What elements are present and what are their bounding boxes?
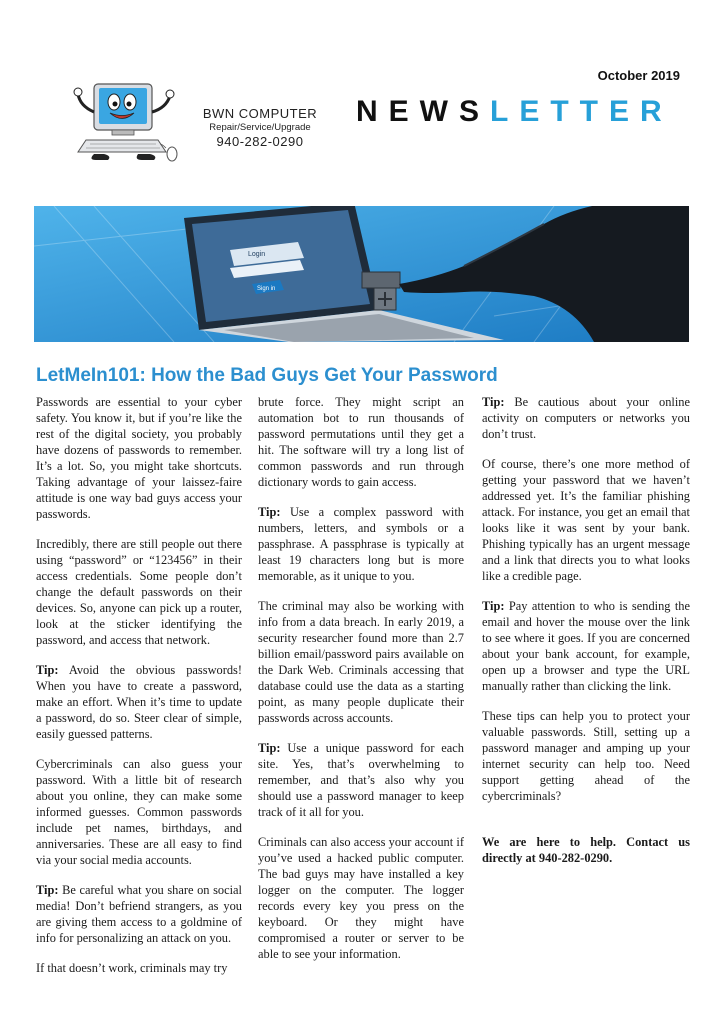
company-tagline: Repair/Service/Upgrade <box>209 122 311 133</box>
company-info <box>190 106 330 149</box>
tip-label: Tip: <box>36 663 59 677</box>
paragraph: Passwords are essential to your cyber safety. You know it, but if you’re like the rest of the digital society, you probably have dozens of passwords to remember. It’s a lot. So, you might take shortcuts. Taking advantage of your laissez-faire attitude is one way bad guys access your passwords. <box>36 395 242 521</box>
tip-text: Be cautious about your online activity on computers or networks you don’t trust. <box>482 395 690 441</box>
title-part-news: NEWS <box>356 95 490 128</box>
tip-paragraph <box>482 598 690 694</box>
article-column-2 <box>258 394 464 976</box>
article-column-3 <box>482 394 690 880</box>
newsletter-title <box>356 95 673 129</box>
paragraph: brute force. They might script an automation bot to run thousands of password permutations until they get a hit. The software will try a long list of common passwords and run through dictionary words to gain access. <box>258 395 464 489</box>
tip-paragraph <box>36 662 242 742</box>
tip-label: Tip: <box>258 505 281 519</box>
title-part-letter: LETTER <box>490 95 673 128</box>
tip-label: Tip: <box>482 395 505 409</box>
paragraph: If that doesn’t work, criminals may try <box>36 961 228 975</box>
hero-illustration <box>34 206 689 342</box>
tip-text: Be careful what you share on social media! Don’t befriend strangers, as you are giving them access to a goldmine of info for personalizing an attack on you. <box>36 883 242 945</box>
tip-text: Avoid the obvious passwords! When you have to create a password, make an effort. When it’s time to update a password, do so. Steer clear of simple, easily guessed patterns. <box>36 663 242 741</box>
tip-paragraph <box>258 740 464 820</box>
tip-paragraph <box>482 394 690 442</box>
tip-text: Use a unique password for each site. Yes, that’s overwhelming to remember, and that’s also why you should use a password manager to keep track of it all for you. <box>258 741 464 819</box>
paragraph: These tips can help you to protect your valuable passwords. Still, setting up a password manager and amping up your internet security can help too. Need support getting ahead of the cybercriminals? <box>482 709 690 803</box>
paragraph: Cybercriminals can also guess your password. With a little bit of research about you online, they can make some informed guesses. Common passwords include pet names, birthdays, and anniversaries. These are all easy to find via your social media accounts. <box>36 757 242 867</box>
paragraph: Criminals can also access your account if you’ve used a hacked public computer. The bad guys may have installed a key logger on the computer. The logger records every key you press on the keyboard. Or they might have compromised a router or server to be able to see your information. <box>258 835 464 961</box>
paragraph: Of course, there’s one more method of getting your password that we haven’t addressed yet. It’s the familiar phishing attack. For instance, you get an email that looks like it was sent by your bank. Phishing typically has an urgent message and a link that directs you to what looks like a credible page. <box>482 457 690 583</box>
tip-label: Tip: <box>36 883 59 897</box>
computer-mascot-logo <box>72 82 182 162</box>
article-headline: LetMeIn101: How the Bad Guys Get Your Password <box>36 365 498 386</box>
tip-paragraph <box>36 882 242 946</box>
tip-paragraph <box>258 504 464 584</box>
company-name: BWN COMPUTER <box>202 106 318 121</box>
tip-label: Tip: <box>482 599 505 613</box>
article-column-1 <box>36 394 242 990</box>
company-phone: 940-282-0290 <box>216 134 304 149</box>
tip-text: Use a complex password with numbers, letters, and symbols or a passphrase. A passphrase is typically at least 19 characters long but is more memorable, as it unique to you. <box>258 505 464 583</box>
paragraph: The criminal may also be working with info from a data breach. In early 2019, a security researcher found more than 2.7 billion email/password pairs available on the Dark Web. Criminals accessing that database could use the data as a starting point, as many people duplicate their passwords across accounts. <box>258 599 464 725</box>
newsletter-date: October 2019 <box>597 68 680 83</box>
tip-text: Pay attention to who is sending the email and hover the mouse over the link to see where it goes. If you are concerned about your bank account, for example, open up a browser and type the URL manually rather than clicking the link. <box>482 599 690 693</box>
paragraph: Incredibly, there are still people out there using “password” or “123456” in their access credentials. Some people don’t change the default passwords on their devices. So, anyone can pick up a router, look at the sticker identifying the password, and access that network. <box>36 537 242 647</box>
contact-callout: We are here to help. Contact us directly at 940-282-0290. <box>482 835 690 865</box>
login-text: Login <box>248 251 266 258</box>
signin-text: Sign in <box>257 286 276 292</box>
tip-label: Tip: <box>258 741 281 755</box>
